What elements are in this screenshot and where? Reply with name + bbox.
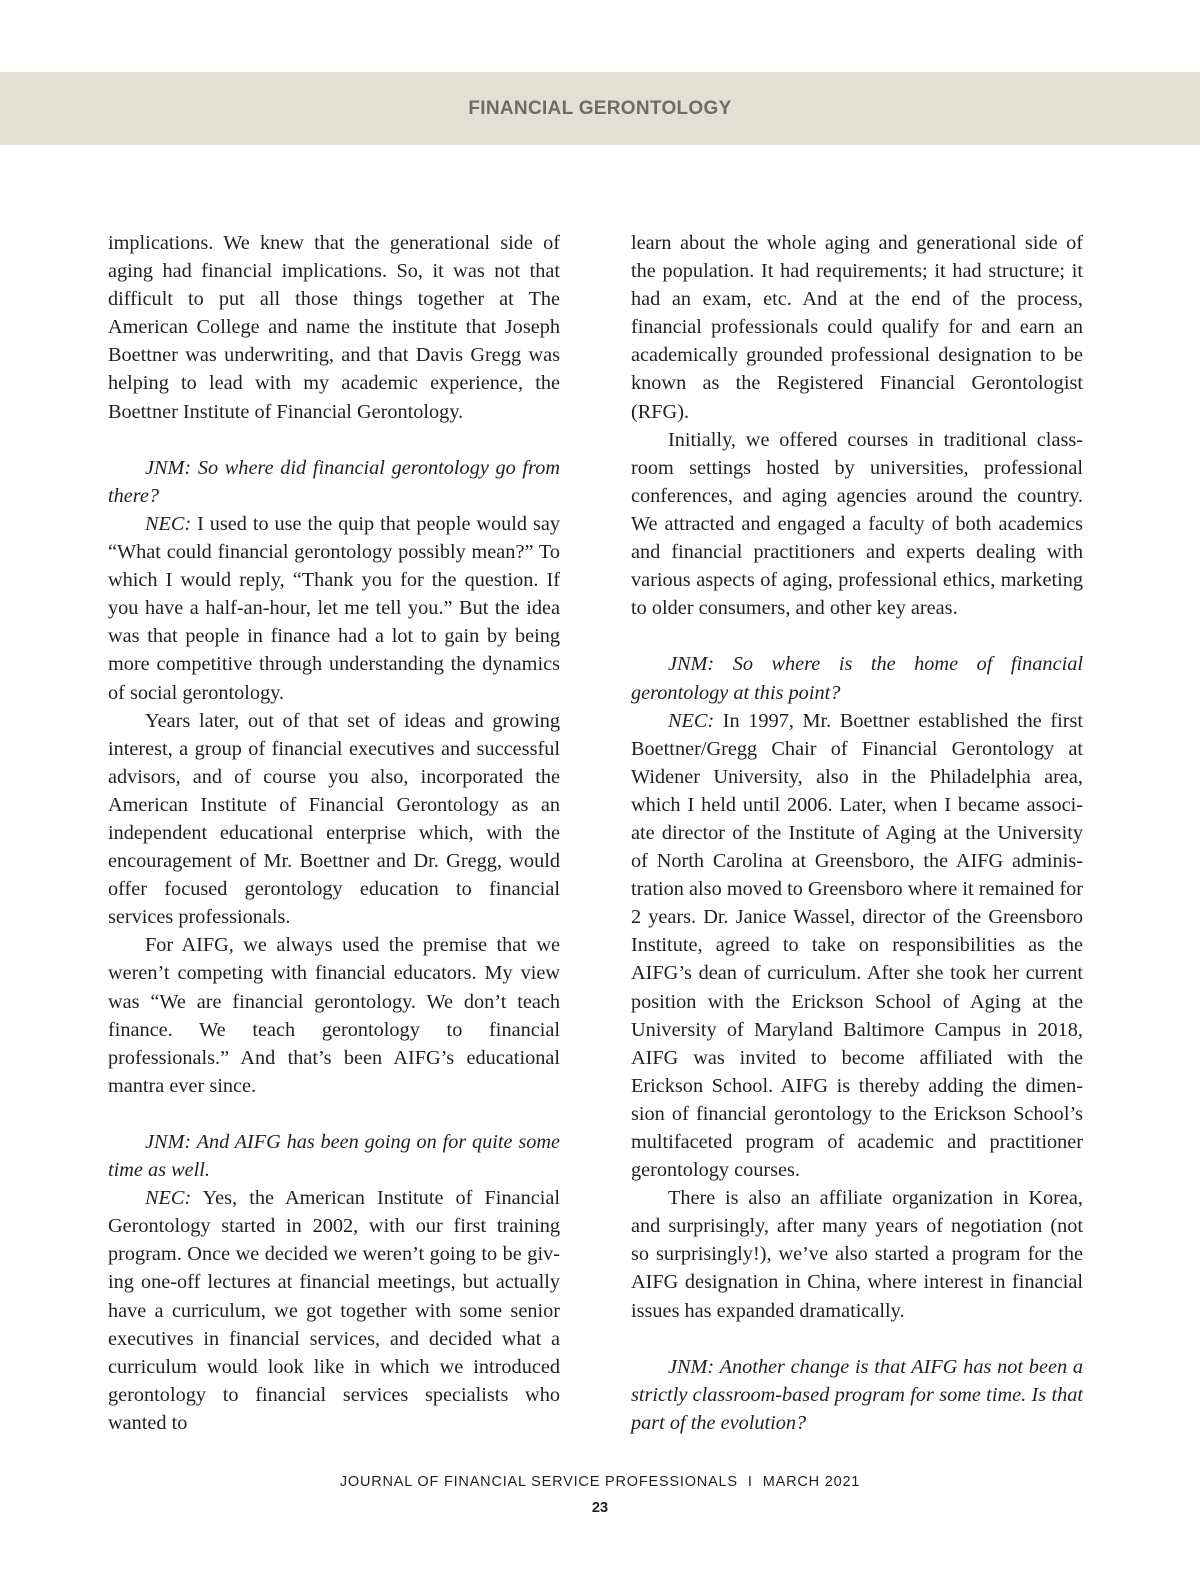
speaker-label: NEC:	[145, 512, 192, 535]
page-number: 23	[591, 1500, 609, 1516]
interview-answer	[631, 707, 1083, 1185]
running-header	[0, 72, 1200, 145]
interview-question: JNM: Another change is that AIFG has not been a strictly classroom-based program for some time. Is that part of the evolution?	[631, 1355, 1083, 1434]
section-title: FINANCIAL GERONTOLOGY	[468, 97, 732, 119]
answer-text: Yes, the American Institute of Financial Gerontology started in 2002, with our first training program. Once we decided we weren’t going to be giving one-off lectures at financial meetings, but actually have a curriculum, we got together with some senior executives in financial services, and decided what a curriculum would look like in which we introduced gerontology to financial services specialists who wanted to	[108, 1187, 560, 1434]
interview-answer	[108, 1184, 560, 1437]
paragraph: learn about the whole aging and generational side of the population. It had requirements; it had structure; it had an exam, etc. And at the end of the process, financial professionals could qualify for and earn an academically grounded professional designation to be known as the Registered Financial Gerontologist (RFG).	[631, 232, 1083, 423]
interview-question: JNM: And AIFG has been going on for quite some time as well.	[108, 1131, 560, 1182]
paragraph: implications. We knew that the generational side of aging had financial implications. So, it was not that difficult to put all those things together at The American College and name the institute that Joseph Boettner was underwriting, and that Davis Gregg was helping to lead with my academic experience, the Boettner Institute of Financial Gerontology.	[108, 232, 560, 423]
speaker-label: NEC:	[668, 709, 715, 732]
interview-question: JNM: So where is the home of financial gerontology at this point?	[631, 653, 1083, 704]
issue-date: MARCH 2021	[762, 1474, 861, 1490]
paragraph: Initially, we offered courses in traditional classroom settings hosted by universities, professional conferences, and aging agencies around the country. We attracted and engaged a faculty of both academics and financial practitioners and experts dealing with various aspects of aging, professional ethics, marketing to older consumers, and other key areas.	[631, 428, 1083, 620]
answer-text: I used to use the quip that people would say “What could financial gerontology possibly mean?” To which I would reply, “Thank you for the question. If you have a half-an-hour, let me tell you.” But the idea was that people in finance had a lot to gain by being more competitive through understanding the dynamics of social gerontology.	[108, 512, 560, 704]
paragraph: For AIFG, we always used the premise that we weren’t competing with financial educators. My view was “We are financial gerontology. We don’t teach finance. We teach gerontology to financial professionals.” And that’s been AIFG’s educational mantra ever since.	[108, 934, 560, 1097]
paragraph: There is also an affiliate organization in Korea, and surprisingly, after many years of negotiation (not so surprisingly!), we’ve also started a program for the AIFG designation in China, where interest in financial issues has expanded dramatically.	[631, 1187, 1083, 1322]
interview-answer	[108, 510, 560, 707]
footer-journal-line	[0, 1474, 1200, 1490]
interview-question: JNM: So where did financial gerontology go from there?	[108, 456, 560, 507]
speaker-label: NEC:	[145, 1187, 192, 1210]
paragraph: Years later, out of that set of ideas and growing interest, a group of financial executives and successful advisors, and of course you also, incorporated the American Institute of Financial Gerontology as an independent educational enterprise which, with the encouragement of Mr. Boettner and Dr. Gregg, would offer focused gerontology education to financial services professionals.	[108, 709, 560, 929]
left-column	[108, 229, 560, 1437]
footer-separator: I	[747, 1474, 753, 1490]
journal-name: JOURNAL OF FINANCIAL SERVICE PROFESSIONALS	[339, 1474, 738, 1490]
answer-text: In 1997, Mr. Boettner established the first Boettner/Gregg Chair of Financial Gerontology at Widener University, also in the Philadelphia area, which I held until 2006. Later, when I became associate director of the Institute of Aging at the University of North Carolina at Greensboro, the AIFG administration also moved to Greensboro where it remained for 2 years. Dr. Janice Wassel, director of the Greensboro Institute, agreed to take on responsibilities as the AIFG’s dean of curriculum. After she took her current position with the Erickson School of Aging at the University of Maryland Baltimore Campus in 2018, AIFG was invited to become affiliated with the Erickson School. AIFG is thereby adding the dimension of financial gerontology to the Erickson School’s multifaceted program of academic and practitioner gerontology courses.	[631, 709, 1083, 1182]
right-column	[631, 229, 1083, 1437]
